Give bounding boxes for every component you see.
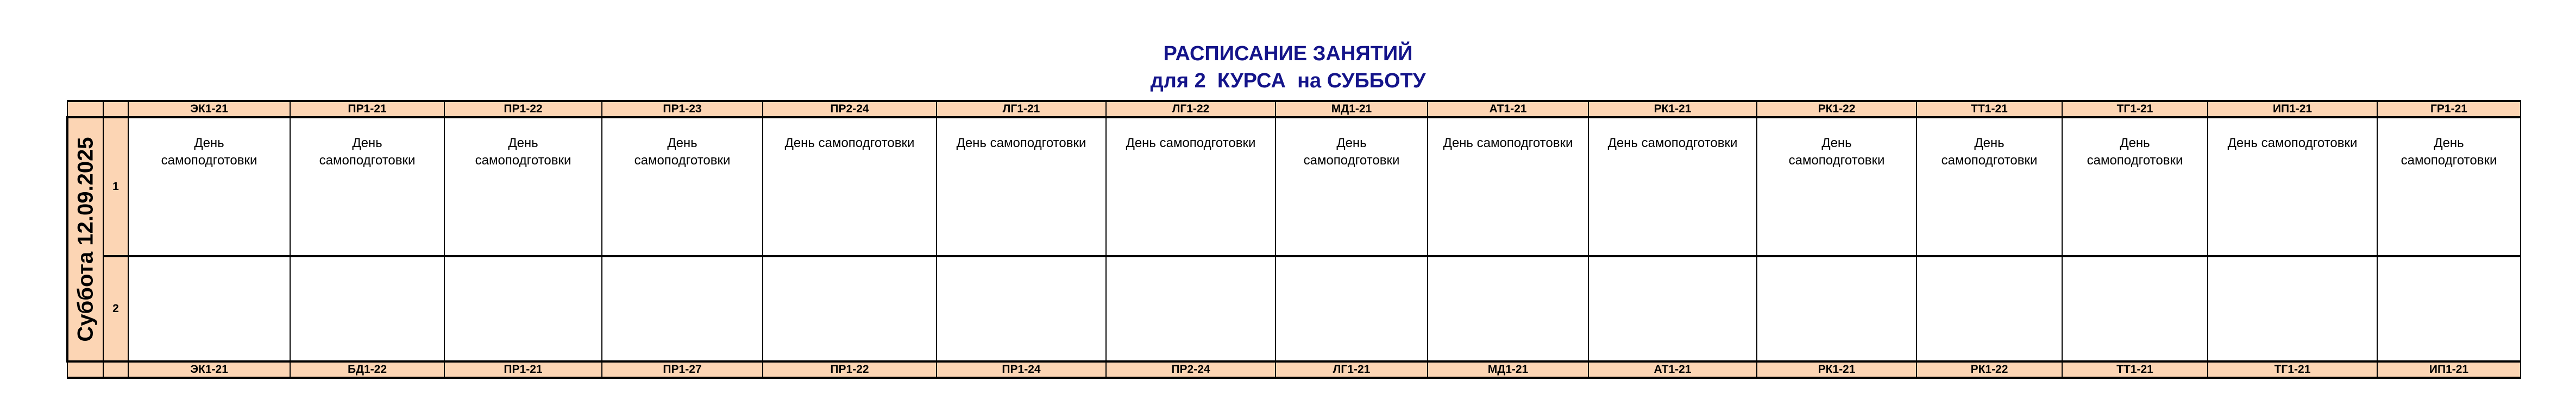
- group-header-cell: ЭК1-21: [128, 101, 290, 117]
- lesson-cell: [1106, 117, 1276, 256]
- lesson-cell: [937, 117, 1106, 256]
- group-header-cell: ТГ1-21: [2062, 101, 2208, 117]
- group-header-cell: ПР1-21: [444, 361, 602, 378]
- group-header-cell: ЛГ1-21: [1276, 361, 1428, 378]
- lesson-cell: [444, 256, 602, 361]
- schedule-title: РАСПИСАНИЕ ЗАНЯТИЙ: [1163, 42, 1413, 65]
- day-label: Суббота 12.09.2025: [73, 137, 97, 342]
- lesson-cell: [2062, 256, 2208, 361]
- cell-line: День: [1336, 136, 1367, 150]
- cell-line: День самоподготовки: [1443, 136, 1573, 150]
- corner-cell: [67, 101, 103, 117]
- cell-line: самоподготовки: [161, 153, 257, 168]
- bottom-group-header-row: [67, 361, 2521, 378]
- cell-line: самоподготовки: [319, 153, 416, 168]
- lesson-cell: [1588, 256, 1757, 361]
- group-header-cell: ЛГ1-22: [1106, 101, 1276, 117]
- lesson-cell: [444, 117, 602, 256]
- lesson-cell: [1276, 117, 1428, 256]
- cell-line: День: [1821, 136, 1852, 150]
- group-header-cell: МД1-21: [1276, 101, 1428, 117]
- lesson-cell: [763, 256, 937, 361]
- lesson-cell: [1106, 256, 1276, 361]
- corner-cell: [103, 101, 128, 117]
- group-header-cell: ПР1-21: [290, 101, 444, 117]
- pair-row-1: [67, 117, 2521, 256]
- group-header-cell: ПР1-23: [602, 101, 763, 117]
- group-header-cell: ТГ1-21: [2208, 361, 2377, 378]
- cell-line: День: [352, 136, 382, 150]
- cell-line: День самоподготовки: [784, 136, 915, 150]
- pair-number: 2: [103, 256, 128, 361]
- group-header-cell: ГР1-21: [2377, 101, 2521, 117]
- cell-line: День: [2120, 136, 2150, 150]
- pair-number: 1: [103, 117, 128, 256]
- schedule-subtitle: для 2 КУРСА на СУББОТУ: [1150, 69, 1426, 92]
- cell-line: День: [2434, 136, 2464, 150]
- cell-line: День самоподготовки: [2227, 136, 2358, 150]
- cell-line: День: [194, 136, 224, 150]
- group-header-cell: РК1-21: [1588, 101, 1757, 117]
- cell-line: День: [667, 136, 698, 150]
- cell-line: самоподготовки: [1788, 153, 1885, 168]
- group-header-cell: РК1-22: [1757, 101, 1917, 117]
- lesson-cell: [1428, 117, 1588, 256]
- group-header-cell: РК1-22: [1917, 361, 2062, 378]
- group-header-cell: ПР1-22: [763, 361, 937, 378]
- group-header-cell: ИП1-21: [2377, 361, 2521, 378]
- lesson-cell: [763, 117, 937, 256]
- lesson-cell: [1917, 117, 2062, 256]
- group-header-cell: ТТ1-21: [2062, 361, 2208, 378]
- cell-line: самоподготовки: [1303, 153, 1400, 168]
- lesson-cell: [602, 117, 763, 256]
- lesson-cell: [937, 256, 1106, 361]
- lesson-cell: [1276, 256, 1428, 361]
- lesson-cell: [602, 256, 763, 361]
- top-group-header-row: [67, 101, 2521, 117]
- cell-line: самоподготовки: [2401, 153, 2497, 168]
- group-header-cell: ПР1-24: [937, 361, 1106, 378]
- lesson-cell: [290, 117, 444, 256]
- group-header-cell: БД1-22: [290, 361, 444, 378]
- group-header-cell: ПР1-22: [444, 101, 602, 117]
- cell-line: День самоподготовки: [1607, 136, 1738, 150]
- cell-line: самоподготовки: [475, 153, 571, 168]
- lesson-cell: [290, 256, 444, 361]
- lesson-cell: [128, 117, 290, 256]
- cell-line: самоподготовки: [634, 153, 731, 168]
- group-header-cell: ПР2-24: [1106, 361, 1276, 378]
- cell-line: самоподготовки: [1941, 153, 2038, 168]
- lesson-cell: [1757, 256, 1917, 361]
- group-header-cell: ИП1-21: [2208, 101, 2377, 117]
- cell-line: День самоподготовки: [956, 136, 1086, 150]
- lesson-cell: [2377, 117, 2521, 256]
- group-header-cell: МД1-21: [1428, 361, 1588, 378]
- cell-line: День самоподготовки: [1126, 136, 1256, 150]
- corner-cell: [67, 361, 103, 378]
- pair-row-2: [67, 256, 2521, 361]
- lesson-cell: [1757, 117, 1917, 256]
- corner-cell: [103, 361, 128, 378]
- cell-line: День: [1974, 136, 2005, 150]
- group-header-cell: ПР2-24: [763, 101, 937, 117]
- group-header-cell: АТ1-21: [1588, 361, 1757, 378]
- group-header-cell: РК1-21: [1757, 361, 1917, 378]
- group-header-cell: ТТ1-21: [1917, 101, 2062, 117]
- lesson-cell: [1917, 256, 2062, 361]
- lesson-cell: [2208, 256, 2377, 361]
- group-header-cell: ЭК1-21: [128, 361, 290, 378]
- cell-line: День: [508, 136, 538, 150]
- lesson-cell: [2062, 117, 2208, 256]
- lesson-cell: [128, 256, 290, 361]
- lesson-cell: [2377, 256, 2521, 361]
- day-cell: [67, 117, 103, 361]
- lesson-cell: [1588, 117, 1757, 256]
- lesson-cell: [2208, 117, 2377, 256]
- group-header-cell: ЛГ1-21: [937, 101, 1106, 117]
- cell-line: самоподготовки: [2087, 153, 2183, 168]
- group-header-cell: АТ1-21: [1428, 101, 1588, 117]
- schedule-table: [66, 100, 2521, 379]
- group-header-cell: ПР1-27: [602, 361, 763, 378]
- lesson-cell: [1428, 256, 1588, 361]
